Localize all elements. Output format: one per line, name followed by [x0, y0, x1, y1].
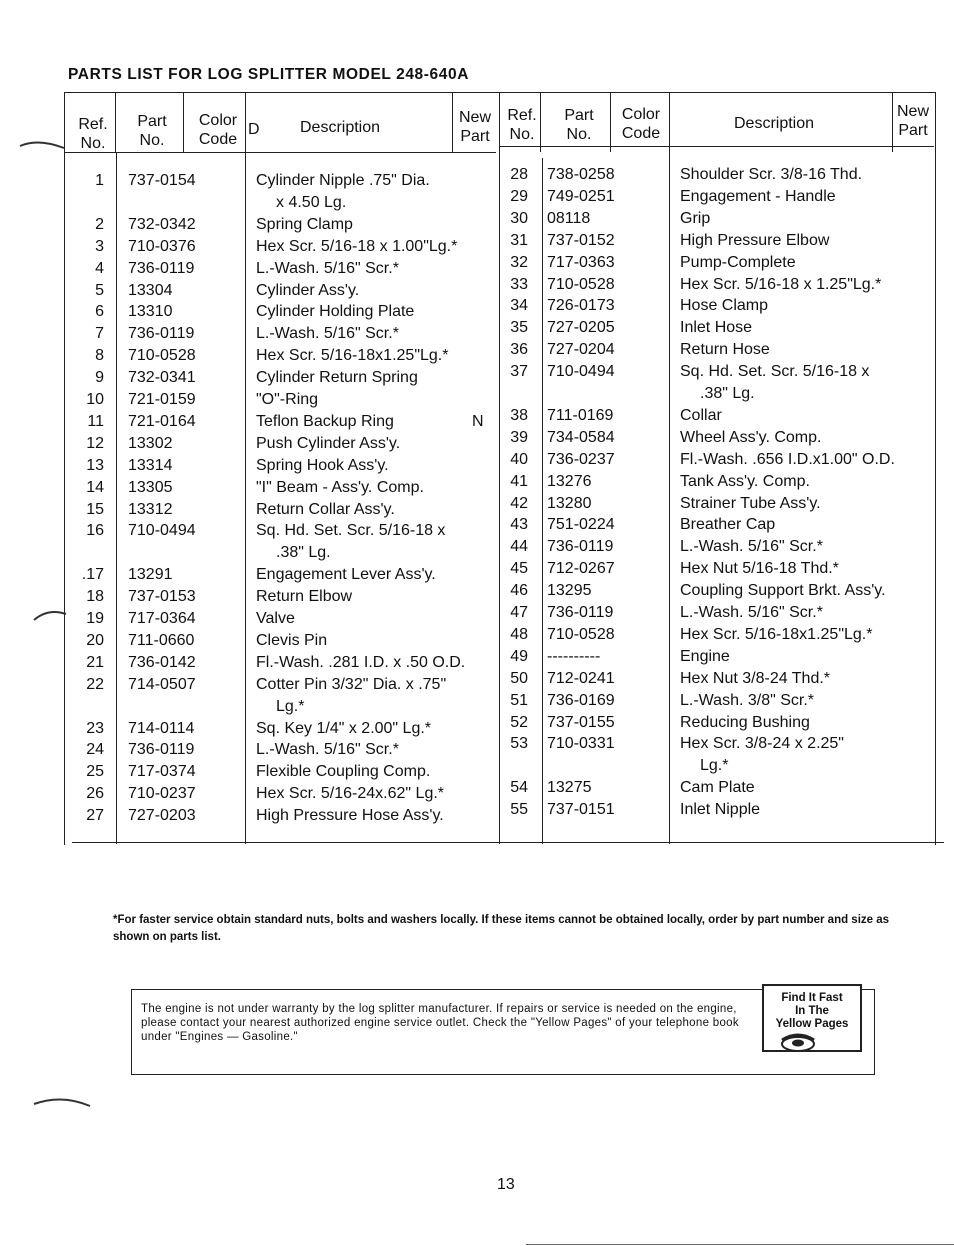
description-cell: .38" Lg. — [700, 385, 755, 402]
description-cell: Cylinder Holding Plate — [256, 303, 415, 321]
header-part-no — [124, 112, 180, 150]
header-text: No. — [80, 135, 106, 152]
ref-no-cell: 50 — [510, 669, 528, 687]
header-text: Part — [564, 107, 594, 124]
header-description: Description — [299, 119, 381, 136]
description-cell: Push Cylinder Ass'y. — [256, 434, 401, 452]
part-no-cell: 13305 — [128, 478, 173, 496]
ref-no-cell: 3 — [95, 237, 104, 255]
description-cell: Sq. Hd. Set. Scr. 5/16-18 x — [256, 522, 446, 540]
ref-no-cell: 11 — [87, 412, 104, 430]
description-cell: Fl.-Wash. .281 I.D. x .50 O.D. — [256, 653, 466, 671]
header-description-right: Description — [733, 115, 815, 132]
description-cell: L.-Wash. 5/16" Scr.* — [256, 325, 399, 343]
ref-no-cell: 22 — [86, 675, 104, 693]
part-no-cell: 736-0119 — [128, 259, 195, 277]
part-no-cell: 714-0507 — [128, 675, 196, 693]
description-cell: .38" Lg. — [276, 544, 331, 562]
ref-no-cell: 23 — [86, 719, 104, 737]
ref-no-cell: 46 — [510, 582, 528, 600]
part-no-cell: 751-0224 — [547, 516, 615, 534]
ref-no-cell: 40 — [510, 450, 528, 468]
col-divider — [245, 92, 246, 844]
col-divider — [610, 92, 611, 152]
description-cell: "I" Beam - Ass'y. Comp. — [256, 478, 424, 496]
part-no-cell: 13314 — [128, 456, 173, 474]
ref-no-cell: 48 — [510, 625, 528, 643]
header-text: New — [896, 103, 929, 120]
description-cell: Return Collar Ass'y. — [256, 500, 395, 518]
part-no-cell: 711-0169 — [547, 406, 614, 424]
part-no-cell: 732-0341 — [128, 369, 196, 387]
ref-no-cell: 42 — [510, 494, 528, 512]
description-cell: Grip — [680, 209, 711, 227]
ref-no-cell: 14 — [86, 478, 104, 496]
part-no-cell: 736-0119 — [547, 604, 614, 621]
part-no-cell: 736-0119 — [547, 538, 614, 556]
part-no-cell: 13295 — [547, 582, 592, 600]
part-no-cell: 737-0153 — [128, 588, 196, 606]
description-cell: Hex Scr. 5/16-18 x 1.25"Lg.* — [680, 275, 882, 293]
telephone-icon — [778, 1032, 818, 1052]
description-cell: Wheel Ass'y. Comp. — [680, 428, 822, 446]
description-cell: L.-Wash. 5/16" Scr.* — [256, 741, 399, 759]
header-text: Code — [621, 125, 661, 142]
part-no-cell: 13276 — [547, 472, 592, 490]
header-text: Ref. — [507, 107, 537, 124]
yellow-pages-badge — [762, 984, 862, 1052]
ref-no-cell: 9 — [95, 369, 104, 387]
description-cell: Cylinder Return Spring — [256, 369, 418, 387]
description-cell: Spring Clamp — [256, 215, 353, 233]
header-rule-left — [64, 152, 496, 153]
ref-no-cell: 28 — [510, 166, 528, 183]
description-cell: Valve — [256, 610, 295, 627]
part-no-cell: 726-0173 — [547, 297, 615, 315]
ref-no-cell: 1 — [95, 172, 104, 189]
ref-no-cell: 54 — [510, 779, 528, 797]
ref-no-cell: 41 — [510, 472, 528, 490]
ref-no-cell: 6 — [95, 303, 104, 321]
part-no-cell: 737-0151 — [547, 801, 615, 819]
header-text: Part — [460, 128, 490, 145]
part-no-cell: 727-0203 — [128, 807, 196, 825]
ref-no-cell: 39 — [510, 428, 528, 446]
header-text: No. — [509, 126, 535, 143]
header-text: Color — [198, 112, 238, 129]
description-cell: Lg.* — [276, 697, 305, 715]
part-no-cell: 749-0251 — [547, 187, 615, 205]
table-bottom-rule — [72, 842, 944, 843]
description-cell: Cotter Pin 3/32" Dia. x .75" — [256, 675, 447, 693]
part-no-cell: 712-0267 — [547, 560, 615, 578]
description-cell: Hex Scr. 5/16-18 x 1.00"Lg.* — [256, 237, 458, 255]
description-cell: L.-Wash. 5/16" Scr.* — [680, 538, 823, 556]
part-no-cell: 717-0374 — [128, 763, 196, 781]
part-no-cell: 714-0114 — [128, 719, 195, 737]
footnote: *For faster service obtain standard nuts, bolts and washers locally. If these items cannot be obtained locally, order by part number and size as shown on parts list. — [113, 914, 890, 943]
header-text: Code — [198, 131, 238, 148]
part-no-cell: 732-0342 — [128, 215, 196, 233]
header-new-part-right — [892, 102, 934, 140]
description-cell: High Pressure Elbow — [680, 231, 830, 249]
description-cell: Clevis Pin — [256, 631, 328, 649]
yellow-pages-line: In The — [795, 1005, 829, 1017]
header-text: Color — [621, 106, 661, 123]
part-no-cell: 710-0376 — [128, 237, 196, 255]
new-part-cell: N — [472, 412, 484, 430]
ref-no-cell: 18 — [86, 588, 104, 606]
header-part-no-right — [552, 106, 606, 144]
ref-no-cell: 13 — [86, 456, 104, 474]
page-title: PARTS LIST FOR LOG SPLITTER MODEL 248-640A — [68, 66, 469, 83]
part-no-cell: 736-0237 — [547, 450, 615, 468]
ref-no-cell: 19 — [86, 610, 104, 627]
ref-no-cell: .17 — [81, 566, 104, 584]
description-cell: Cylinder Ass'y. — [256, 281, 360, 299]
part-no-cell: 736-0119 — [128, 325, 195, 343]
ref-no-cell: 12 — [86, 434, 104, 452]
ref-no-cell: 24 — [86, 741, 104, 759]
engine-notice-box — [131, 989, 875, 1075]
ref-no-cell: 33 — [510, 275, 528, 293]
part-no-cell: 710-0528 — [547, 275, 615, 293]
ref-no-cell: 7 — [95, 325, 104, 343]
header-text: No. — [566, 126, 592, 143]
ref-no-cell: 29 — [510, 187, 528, 205]
yellow-pages-line: Yellow Pages — [775, 1018, 849, 1030]
ref-no-cell: 27 — [86, 807, 104, 825]
part-no-cell: 727-0204 — [547, 341, 615, 359]
part-no-cell: 736-0119 — [128, 741, 195, 759]
part-no-cell: 13280 — [547, 494, 592, 512]
part-no-cell: 717-0364 — [128, 610, 196, 627]
part-no-cell: 13275 — [547, 779, 592, 797]
description-cell: Engagement Lever Ass'y. — [256, 566, 436, 584]
description-cell: Inlet Hose — [680, 319, 753, 337]
part-no-cell: 710-0494 — [128, 522, 196, 540]
ref-no-cell: 47 — [510, 604, 528, 621]
description-cell: Pump-Complete — [680, 253, 796, 271]
part-no-cell: 738-0258 — [547, 166, 615, 183]
part-no-cell: 712-0241 — [547, 669, 615, 687]
description-cell: High Pressure Hose Ass'y. — [256, 807, 444, 825]
description-cell: Shoulder Scr. 3/8-16 Thd. — [680, 166, 863, 183]
description-cell: Spring Hook Ass'y. — [256, 456, 389, 474]
description-cell: Strainer Tube Ass'y. — [680, 494, 821, 512]
part-no-cell: 710-0237 — [128, 785, 196, 803]
part-no-cell: 721-0159 — [128, 391, 196, 408]
yellow-pages-text — [768, 992, 856, 1031]
description-cell: Tank Ass'y. Comp. — [680, 472, 810, 490]
ref-no-cell: 53 — [510, 735, 528, 753]
ref-no-cell: 25 — [86, 763, 104, 781]
description-cell: Engagement - Handle — [680, 187, 836, 205]
ref-no-cell: 45 — [510, 560, 528, 578]
col-divider — [183, 92, 184, 152]
scan-mark — [32, 1090, 92, 1110]
ref-no-cell: 5 — [95, 281, 104, 299]
part-no-cell: 734-0584 — [547, 428, 615, 446]
ref-no-cell: 37 — [510, 363, 528, 381]
description-cell: Return Elbow — [256, 588, 353, 606]
description-cell: Hex Scr. 5/16-18x1.25"Lg.* — [256, 347, 449, 365]
description-cell: Hex Nut 5/16-18 Thd.* — [680, 560, 839, 578]
header-text: Ref. — [78, 116, 108, 133]
col-divider — [669, 92, 670, 844]
description-cell: Hex Nut 3/8-24 Thd.* — [680, 669, 831, 687]
part-no-cell: 13310 — [128, 303, 173, 321]
description-cell: Return Hose — [680, 341, 770, 359]
description-cell: Breather Cap — [680, 516, 776, 534]
part-no-cell: ---------- — [547, 647, 601, 665]
scan-mark — [18, 136, 68, 152]
header-rule-right — [500, 146, 934, 147]
description-cell: Inlet Nipple — [680, 801, 761, 819]
description-cell: L.-Wash. 5/16" Scr.* — [680, 604, 823, 621]
ref-no-cell: 21 — [86, 653, 104, 671]
ref-no-cell: 35 — [510, 319, 528, 337]
description-cell: Sq. Key 1/4" x 2.00" Lg.* — [256, 719, 432, 737]
header-d: D — [248, 121, 260, 138]
ref-no-cell: 51 — [510, 691, 528, 709]
part-no-cell: 13312 — [128, 500, 173, 518]
description-cell: Cam Plate — [680, 779, 755, 797]
description-cell: Lg.* — [700, 757, 729, 775]
header-text: No. — [139, 132, 165, 149]
description-cell: Flexible Coupling Comp. — [256, 763, 431, 781]
description-cell: Hex Scr. 5/16-18x1.25"Lg.* — [680, 625, 873, 643]
part-no-cell: 737-0152 — [547, 231, 615, 249]
description-cell: Hex Scr. 5/16-24x.62" Lg.* — [256, 785, 445, 803]
part-no-cell: 721-0164 — [128, 412, 196, 430]
header-text: Part — [898, 122, 928, 139]
description-cell: Teflon Backup Ring — [256, 412, 394, 430]
ref-no-cell: 52 — [510, 713, 528, 731]
part-no-cell: 727-0205 — [547, 319, 615, 337]
header-text: New — [458, 109, 491, 126]
ref-no-cell: 30 — [510, 209, 528, 227]
ref-no-cell: 15 — [86, 500, 104, 518]
engine-notice-text: The engine is not under warranty by the log splitter manufacturer. If repairs or service is needed on the engine, please contact your nearest authorized engine service outlet. Check the "Yellow Pages" of your telephone book under "Engines — Gasoline." — [141, 1003, 739, 1043]
ref-no-cell: 38 — [510, 406, 528, 424]
part-no-cell: 717-0363 — [547, 253, 615, 271]
ref-no-cell: 32 — [510, 253, 528, 271]
ref-no-cell: 44 — [510, 538, 528, 556]
description-cell: L.-Wash. 5/16" Scr.* — [256, 259, 399, 277]
description-cell: L.-Wash. 3/8" Scr.* — [680, 691, 815, 709]
part-no-cell: 710-0494 — [547, 363, 615, 381]
ref-no-cell: 2 — [95, 215, 104, 233]
ref-no-cell: 4 — [95, 259, 104, 277]
header-ref-no — [70, 115, 116, 153]
scan-mark — [30, 604, 70, 624]
header-text: Part — [137, 113, 167, 130]
description-cell: Cylinder Nipple .75" Dia. — [256, 172, 430, 189]
description-cell: Reducing Bushing — [680, 713, 810, 731]
description-cell: Hose Clamp — [680, 297, 769, 315]
ref-no-cell: 8 — [95, 347, 104, 365]
description-cell: Collar — [680, 406, 722, 424]
description-cell: "O"-Ring — [256, 391, 319, 408]
description-cell: Sq. Hd. Set. Scr. 5/16-18 x — [680, 363, 870, 381]
header-color-code — [190, 111, 246, 149]
ref-no-cell: 16 — [86, 522, 104, 540]
col-divider — [116, 152, 117, 844]
ref-no-cell: 31 — [510, 231, 528, 249]
part-no-cell: 13302 — [128, 434, 173, 452]
ref-no-cell: 10 — [86, 391, 104, 408]
ref-no-cell: 55 — [510, 801, 528, 819]
ref-no-cell: 34 — [510, 297, 528, 315]
description-cell: Engine — [680, 647, 730, 665]
part-no-cell: 710-0528 — [128, 347, 196, 365]
part-no-cell: 736-0169 — [547, 691, 615, 709]
description-cell: Hex Scr. 3/8-24 x 2.25" — [680, 735, 844, 753]
ref-no-cell: 43 — [510, 516, 528, 534]
header-new-part — [452, 108, 498, 146]
ref-no-cell: 20 — [86, 631, 104, 649]
yellow-pages-line: Find It Fast — [781, 992, 843, 1004]
page-number: 13 — [497, 1176, 515, 1193]
ref-no-cell: 49 — [510, 647, 528, 665]
part-no-cell: 737-0154 — [128, 172, 196, 189]
part-no-cell: 13291 — [128, 566, 173, 584]
part-no-cell: 13304 — [128, 281, 173, 299]
ref-no-cell: 26 — [86, 785, 104, 803]
part-no-cell: 710-0331 — [547, 735, 615, 753]
description-cell: Fl.-Wash. .656 I.D.x1.00" O.D. — [680, 450, 895, 468]
part-no-cell: 710-0528 — [547, 625, 615, 643]
part-no-cell: 08118 — [547, 209, 591, 227]
description-cell: Coupling Support Brkt. Ass'y. — [680, 582, 886, 600]
col-divider — [542, 158, 543, 844]
header-ref-no-right — [500, 106, 544, 144]
part-no-cell: 736-0142 — [128, 653, 196, 671]
description-cell: x 4.50 Lg. — [276, 193, 347, 211]
part-no-cell: 711-0660 — [128, 631, 195, 649]
ref-no-cell: 36 — [510, 341, 528, 359]
header-color-code-right — [614, 105, 668, 143]
part-no-cell: 737-0155 — [547, 713, 615, 731]
footer-rule — [526, 1244, 954, 1245]
